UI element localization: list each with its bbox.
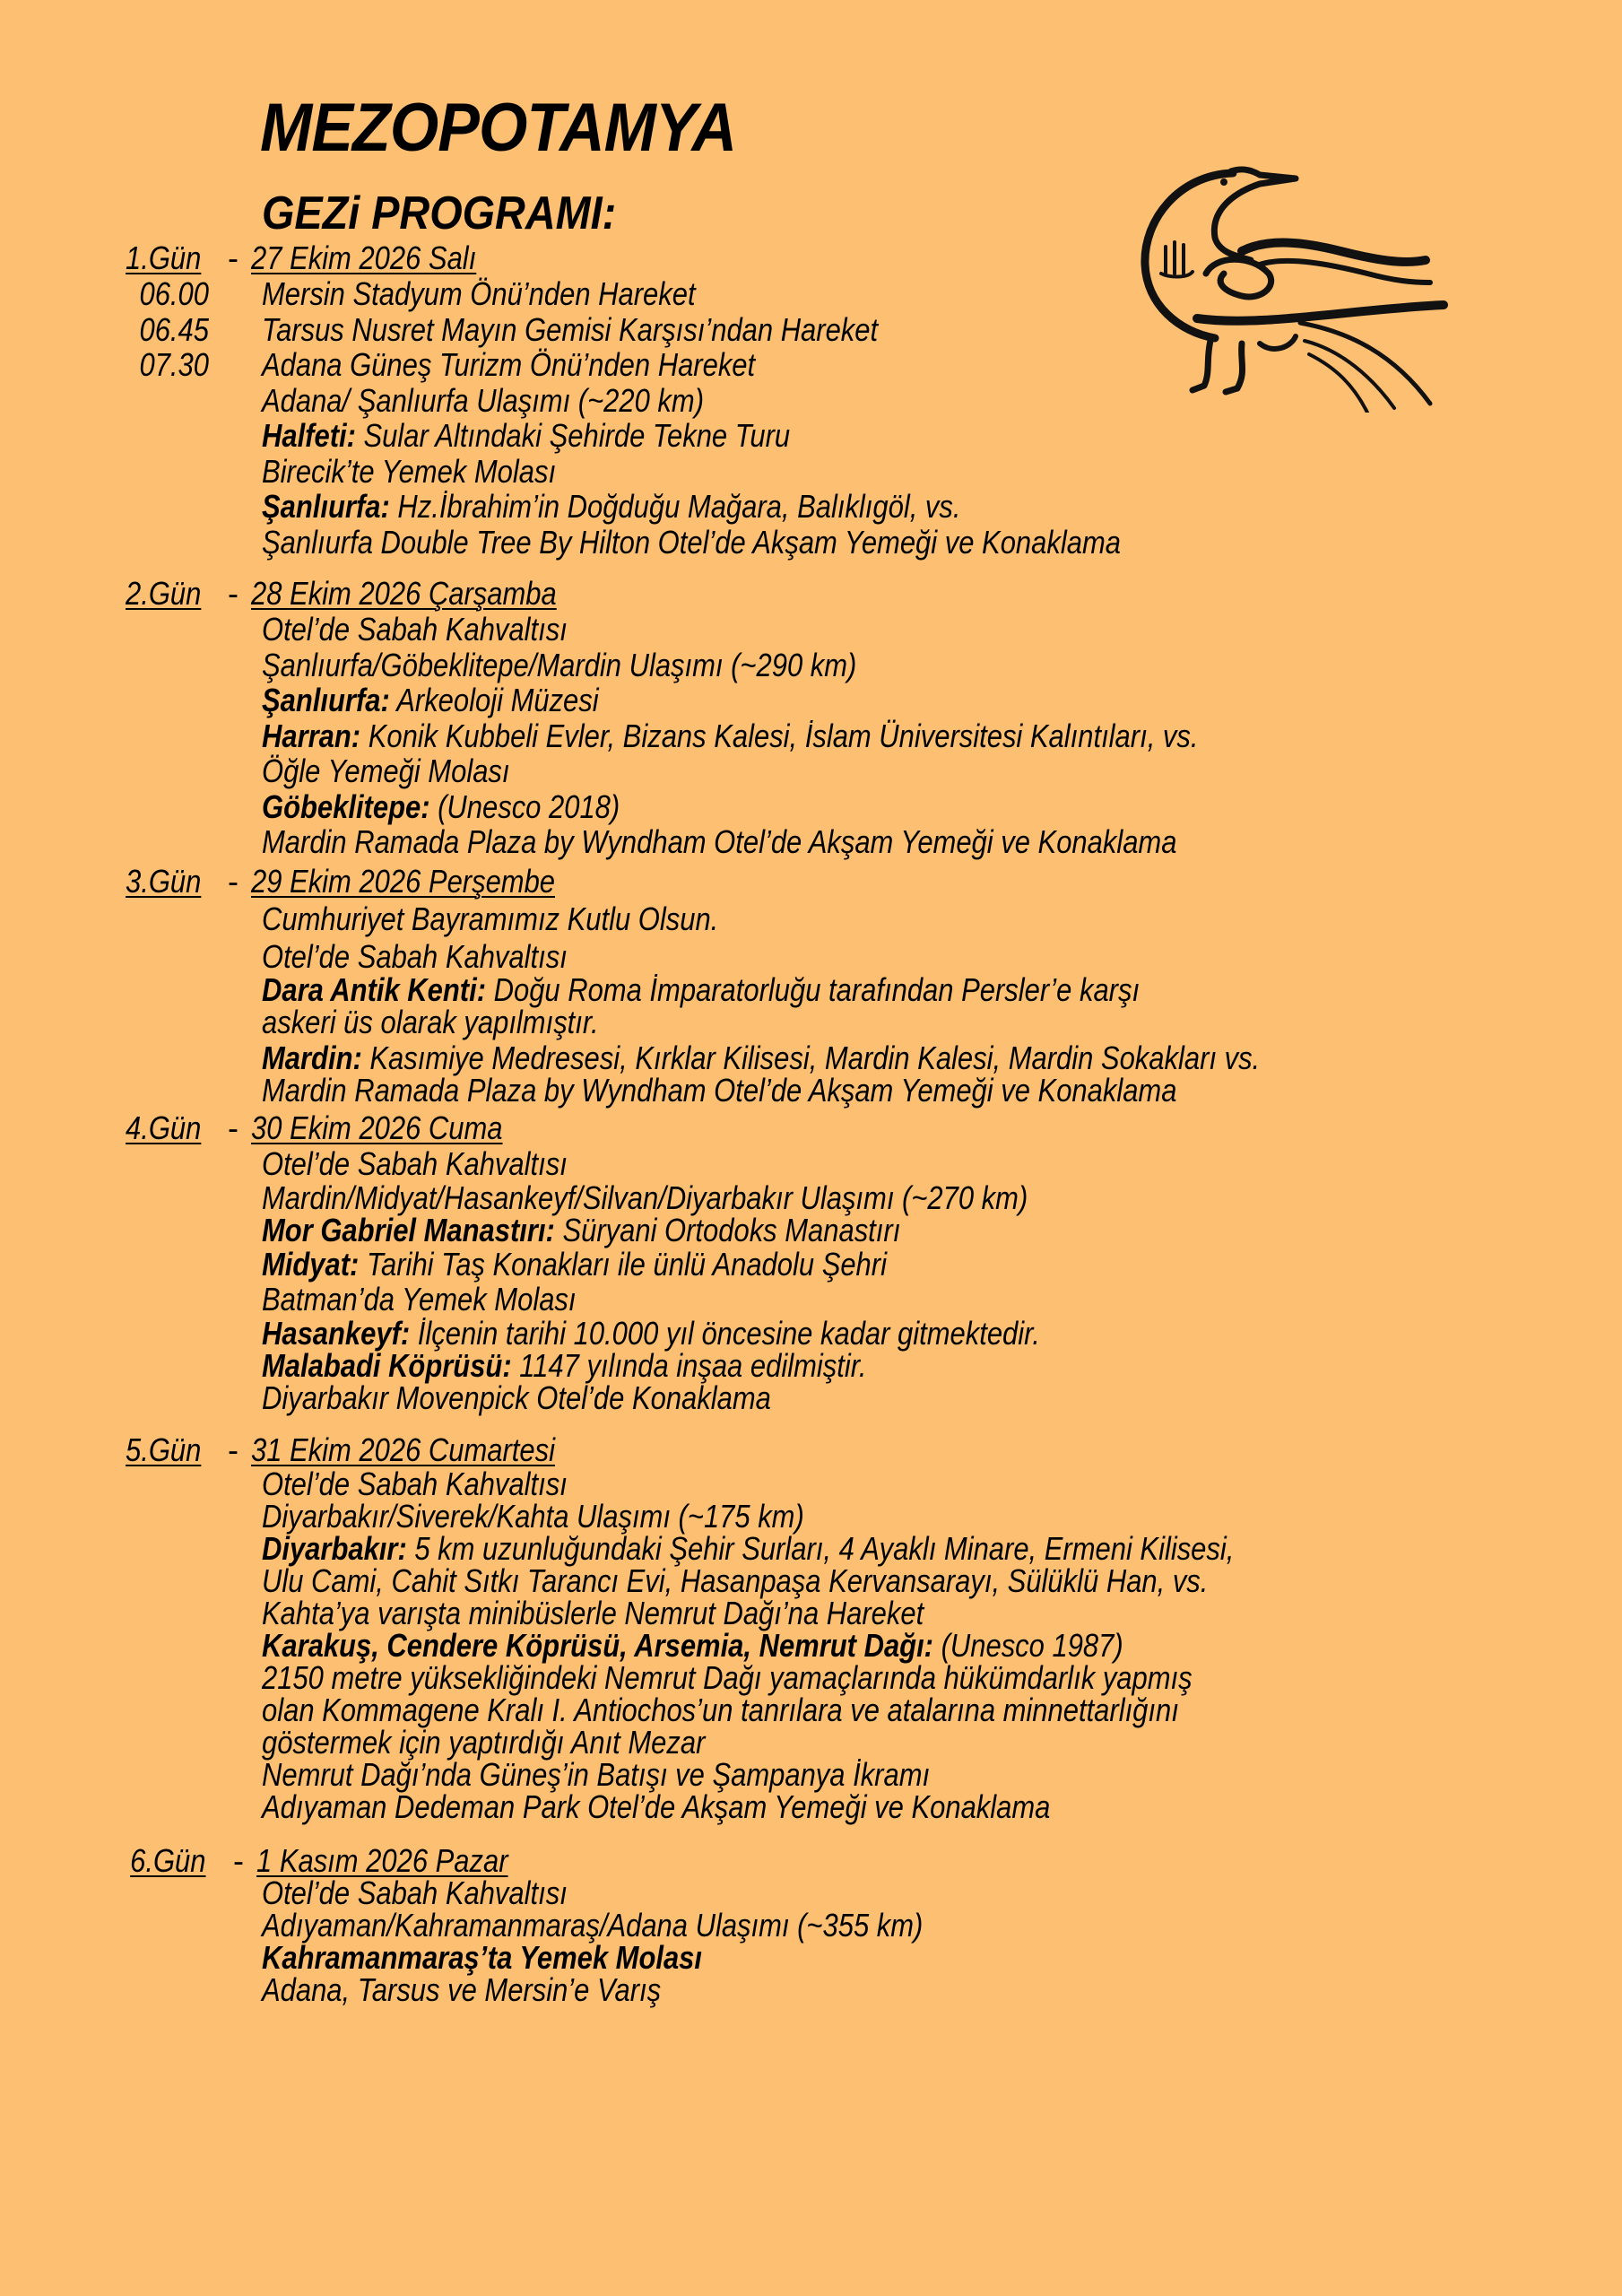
schedule-line: Otel’de Sabah Kahvaltısı xyxy=(262,1874,568,1911)
day-4 xyxy=(126,1110,1596,1414)
page-subtitle: GEZi PROGRAMI: xyxy=(262,187,617,239)
day-header xyxy=(126,240,1596,276)
schedule-line: Adana, Tarsus ve Mersin’e Varış xyxy=(262,1970,662,2008)
day-header xyxy=(126,1110,1596,1146)
schedule-line: 2150 metre yüksekliğindeki Nemrut Dağı yamaçlarında hükümdarlık yapmış xyxy=(262,1658,1193,1696)
day-3 xyxy=(126,864,1596,1108)
schedule-line: Dara Antik Kenti: Doğu Roma İmparatorluğu tarafından Persler’e karşı xyxy=(262,971,1141,1008)
place-name: Diyarbakır: xyxy=(262,1529,407,1567)
place-name: Mor Gabriel Manastırı: xyxy=(262,1211,555,1248)
day-date: 27 Ekim 2026 Salı xyxy=(251,239,477,276)
schedule-line: Diyarbakır/Siverek/Kahta Ulaşımı (~175 km) xyxy=(262,1497,804,1535)
day-label: 5.Gün xyxy=(126,1431,202,1468)
day-separator: - xyxy=(228,1109,239,1146)
schedule-line: Harran: Konik Kubbeli Evler, Bizans Kalesi, İslam Üniversitesi Kalıntıları, vs. xyxy=(262,717,1199,754)
schedule-line: Otel’de Sabah Kahvaltısı xyxy=(262,1145,568,1182)
schedule-line xyxy=(126,1938,1596,1976)
place-name: Hasankeyf: xyxy=(262,1314,411,1352)
day-label: 3.Gün xyxy=(126,862,202,900)
schedule-line: Otel’de Sabah Kahvaltısı xyxy=(262,1465,568,1502)
place-name: Göbeklitepe: xyxy=(262,787,430,825)
day-separator: - xyxy=(228,1431,239,1468)
day-date: 1 Kasım 2026 Pazar xyxy=(256,1841,508,1879)
schedule-line: Mardin Ramada Plaza by Wyndham Otel’de Akşam Yemeği ve Konaklama xyxy=(262,1072,1177,1109)
schedule-line: Otel’de Sabah Kahvaltısı xyxy=(262,611,568,648)
day-header xyxy=(126,576,1596,612)
schedule-line: Adana/ Şanlıurfa Ulaşımı (~220 km) xyxy=(262,381,705,419)
schedule-line: Karakuş, Cendere Köprüsü, Arsemia, Nemrut Dağı: (Unesco 1987) xyxy=(262,1626,1123,1664)
place-name: Şanlıurfa: xyxy=(262,682,390,718)
place-name: Harran: xyxy=(262,717,361,754)
schedule-line: Mardin: Kasımiye Medresesi, Kırklar Kilisesi, Mardin Kalesi, Mardin Sokakları vs. xyxy=(262,1039,1261,1076)
place-name: Şanlıurfa: xyxy=(262,488,390,525)
schedule-line: Şanlıurfa Double Tree By Hilton Otel’de Akşam Yemeği ve Konaklama xyxy=(262,523,1121,561)
day-2 xyxy=(126,576,1596,860)
schedule-line: Malabadi Köprüsü: 1147 yılında inşaa edilmiştir. xyxy=(262,1346,867,1384)
place-name: Mardin: xyxy=(262,1039,362,1076)
schedule-line: Mardin/Midyat/Hasankeyf/Silvan/Diyarbakır Ulaşımı (~270 km) xyxy=(262,1178,1028,1216)
day-separator: - xyxy=(228,575,239,612)
schedule-line: Nemrut Dağı’nda Güneş’in Batışı ve Şampanya İkramı xyxy=(262,1755,931,1793)
schedule-line: Birecik’te Yemek Molası xyxy=(262,452,557,490)
schedule-line: Mor Gabriel Manastırı: Süryani Ortodoks Manastırı xyxy=(262,1211,901,1248)
schedule-line: Ulu Cami, Cahit Sıtkı Tarancı Evi, Hasanpaşa Kervansarayı, Sülüklü Han, vs. xyxy=(262,1561,1209,1599)
day-header xyxy=(126,864,1596,900)
schedule-line: Göbeklitepe: (Unesco 2018) xyxy=(262,787,620,825)
place-name: Midyat: xyxy=(262,1245,360,1283)
schedule-line: 07.30 Adana Güneş Turizm Önü’nden Hareket xyxy=(126,347,1596,383)
schedule-line: Şanlıurfa: Hz.İbrahim’in Doğduğu Mağara, Balıklıgöl, vs. xyxy=(262,488,961,525)
departure-time: 07.30 xyxy=(139,346,209,383)
day-date: 31 Ekim 2026 Cumartesi xyxy=(251,1431,555,1468)
day-label: 6.Gün xyxy=(130,1841,206,1879)
day-separator: - xyxy=(228,862,239,900)
place-name: Kahramanmaraş’ta Yemek Molası xyxy=(262,1938,703,1976)
day-label: 1.Gün xyxy=(126,239,202,276)
departure-time: 06.45 xyxy=(139,310,209,348)
schedule-line: Hasankeyf: İlçenin tarihi 10.000 yıl öncesine kadar gitmektedir. xyxy=(262,1314,1040,1352)
day-separator: - xyxy=(233,1841,244,1879)
day-header xyxy=(126,1841,1596,1879)
schedule-line: Diyarbakır Movenpick Otel’de Konaklama xyxy=(262,1378,771,1416)
place-name: Karakuş, Cendere Köprüsü, Arsemia, Nemrut Dağı: xyxy=(262,1626,933,1664)
schedule-line: Öğle Yemeği Molası xyxy=(262,752,510,789)
page-title: MEZOPOTAMYA xyxy=(260,90,737,166)
schedule-line: Şanlıurfa: Arkeoloji Müzesi xyxy=(262,682,599,718)
schedule-line: göstermek için yaptırdığı Anıt Mezar xyxy=(262,1723,706,1761)
day-date: 28 Ekim 2026 Çarşamba xyxy=(251,575,557,612)
day-label: 2.Gün xyxy=(126,575,202,612)
schedule-line: Midyat: Tarihi Taş Konakları ile ünlü Anadolu Şehri xyxy=(262,1245,887,1283)
day-date: 29 Ekim 2026 Perşembe xyxy=(251,862,556,900)
schedule-line: Mardin Ramada Plaza by Wyndham Otel’de Akşam Yemeği ve Konaklama xyxy=(262,823,1177,860)
schedule-line: Şanlıurfa/Göbeklitepe/Mardin Ulaşımı (~290 km) xyxy=(262,646,857,683)
schedule-line: Cumhuriyet Bayramımız Kutlu Olsun. xyxy=(262,900,719,937)
day-label: 4.Gün xyxy=(126,1109,202,1146)
departure-time: 06.00 xyxy=(139,275,209,312)
schedule-line: askeri üs olarak yapılmıştır. xyxy=(262,1004,599,1040)
schedule-line: Batman’da Yemek Molası xyxy=(262,1281,577,1318)
day-6 xyxy=(126,1841,1596,2008)
day-date: 30 Ekim 2026 Cuma xyxy=(251,1109,503,1146)
schedule-line: Kahta’ya varışta minibüslerle Nemrut Dağı’na Hareket xyxy=(262,1594,924,1631)
schedule-line: 06.00 Mersin Stadyum Önü’nden Hareket xyxy=(126,276,1596,312)
schedule-line: olan Kommagene Kralı I. Antiochos’un tanrılara ve atalarına minnettarlığını xyxy=(262,1691,1179,1728)
schedule-line: 06.45 Tarsus Nusret Mayın Gemisi Karşısı’ndan Hareket xyxy=(126,312,1596,348)
schedule-line: Diyarbakır: 5 km uzunluğundaki Şehir Surları, 4 Ayaklı Minare, Ermeni Kilisesi, xyxy=(262,1529,1235,1567)
itinerary xyxy=(126,240,1596,2006)
day-1 xyxy=(126,240,1596,560)
schedule-line: Adıyaman Dedeman Park Otel’de Akşam Yemeği ve Konaklama xyxy=(262,1787,1051,1825)
day-5 xyxy=(126,1432,1596,1823)
schedule-line: Halfeti: Sular Altındaki Şehirde Tekne Turu xyxy=(262,417,791,454)
place-name: Malabadi Köprüsü: xyxy=(262,1346,512,1384)
day-separator: - xyxy=(228,239,239,276)
place-name: Dara Antik Kenti: xyxy=(262,971,487,1008)
schedule-line: Otel’de Sabah Kahvaltısı xyxy=(262,937,568,975)
place-name: Halfeti: xyxy=(262,417,356,454)
schedule-line: Adıyaman/Kahramanmaraş/Adana Ulaşımı (~355 km) xyxy=(262,1906,924,1944)
day-header xyxy=(126,1432,1596,1468)
